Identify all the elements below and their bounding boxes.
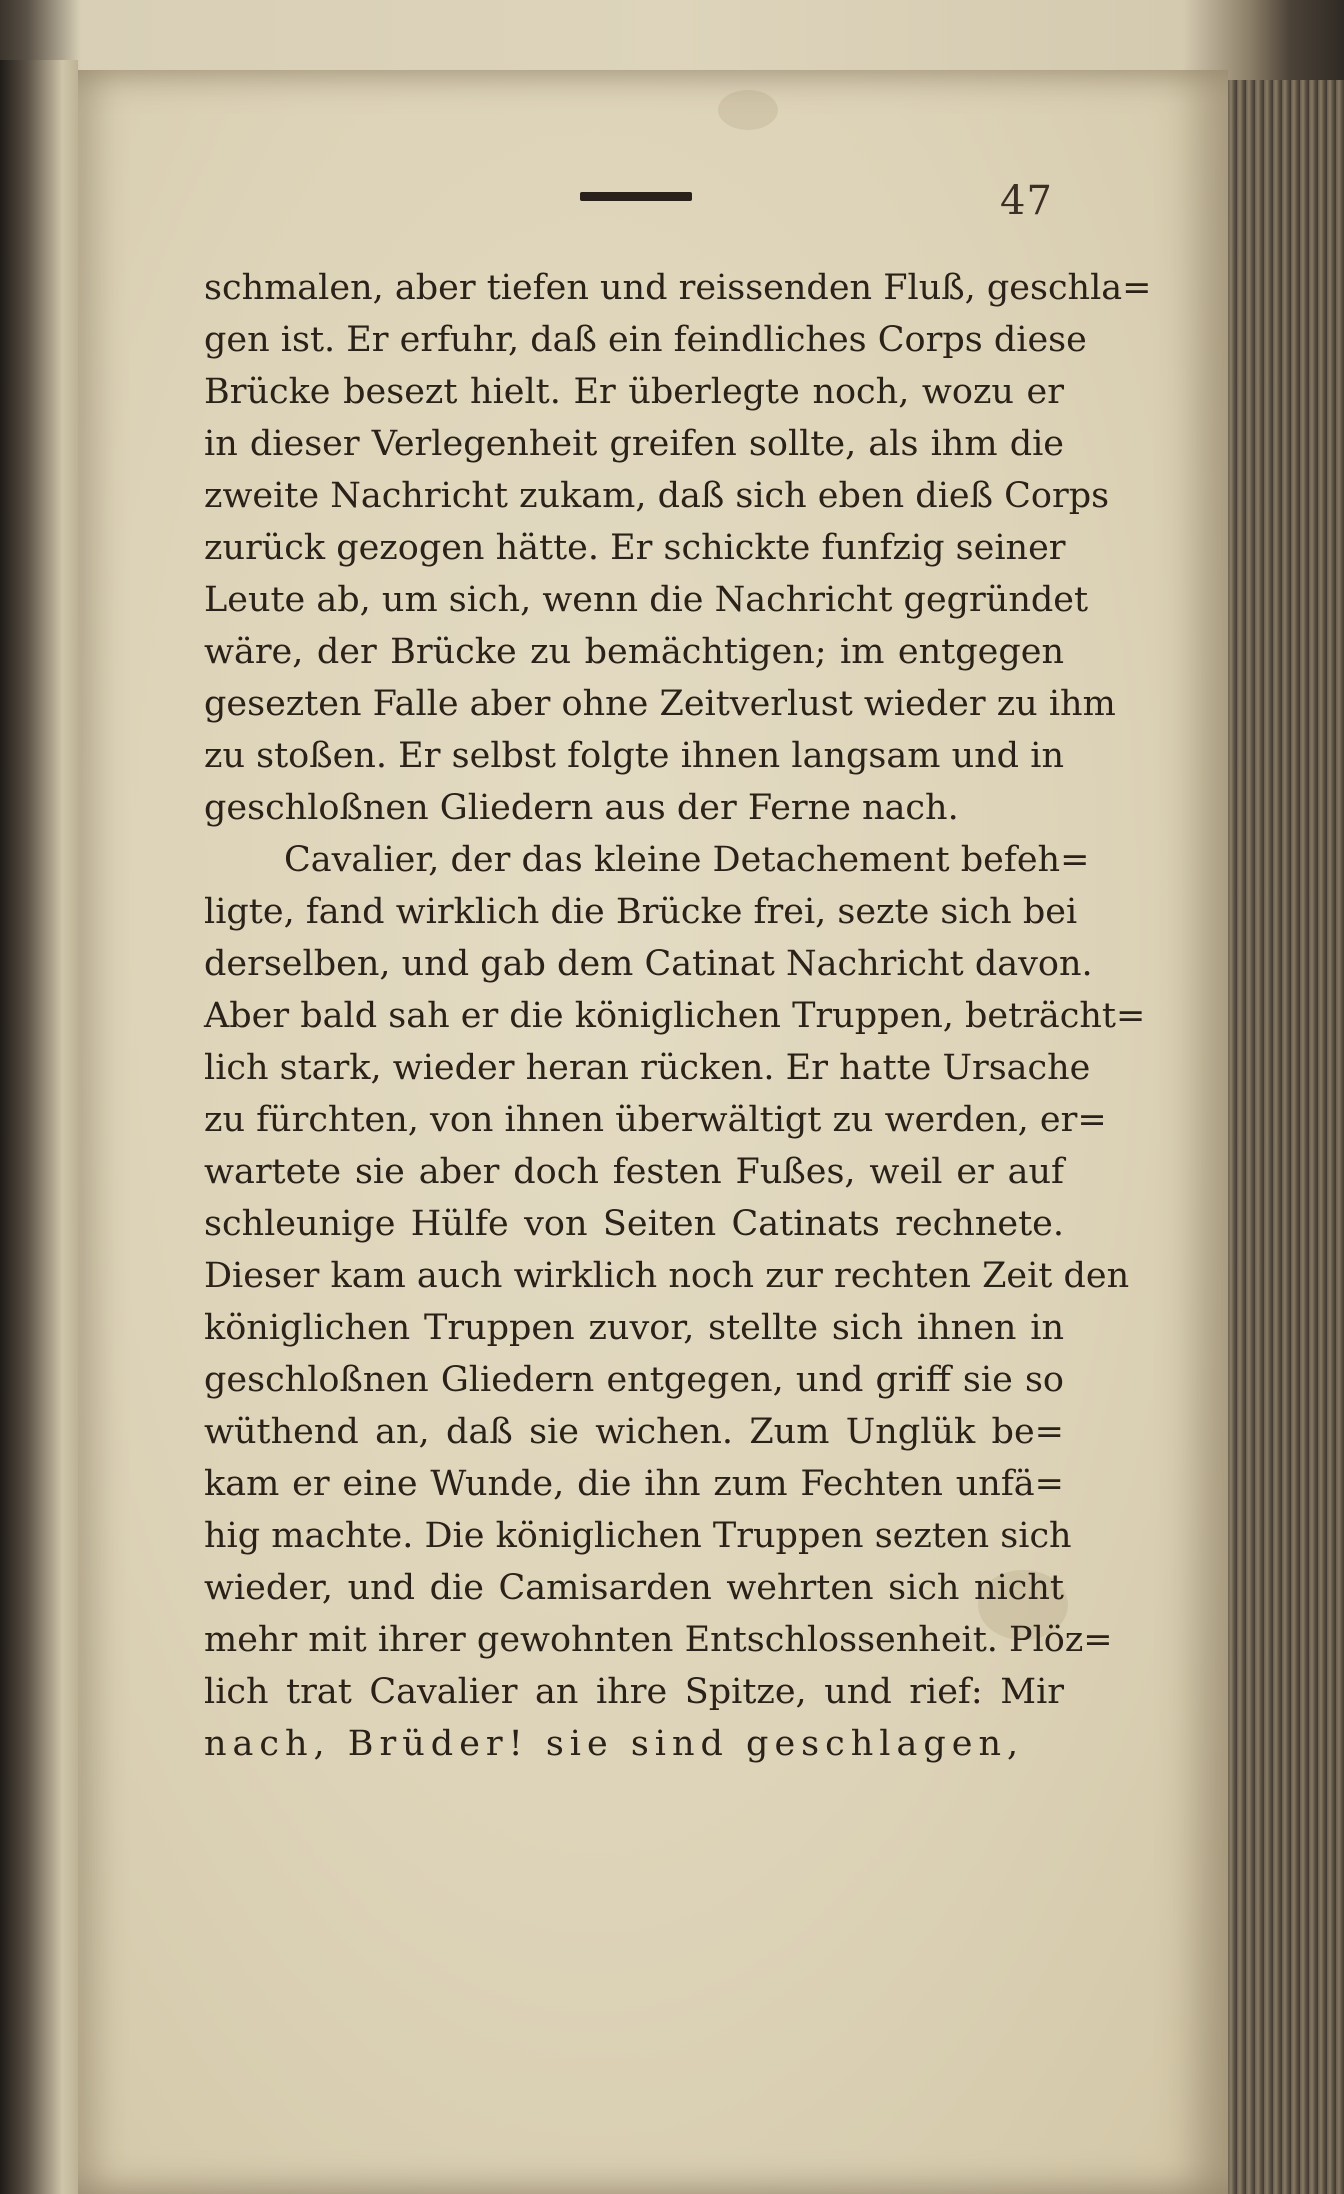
text-line: ligte, fand wirklich die Brücke frei, sezte sich bei [204, 892, 1078, 932]
text-line: Leute ab, um sich, wenn die Nachricht gegründet [204, 580, 1089, 620]
text-line: nach, Brüder! sie sind geschlagen, [204, 1724, 1025, 1764]
text-line: geschloßnen Gliedern aus der Ferne nach. [204, 788, 959, 828]
text-line: wäre, der Brücke zu bemächtigen; im entgegen [204, 632, 1064, 672]
text-line: gesezten Falle aber ohne Zeitverlust wieder zu ihm [204, 684, 1116, 724]
text-line: geschloßnen Gliedern entgegen, und griff sie so [204, 1360, 1064, 1400]
paragraph-start-line: Cavalier, der das kleine Detachement befeh= [284, 840, 1090, 880]
text-line: schleunige Hülfe von Seiten Catinats rechnete. [204, 1204, 1064, 1244]
page-stack-edge [1228, 80, 1344, 2194]
header-rule [580, 192, 692, 201]
text-line: mehr mit ihrer gewohnten Entschlossenheit. Plöz= [204, 1620, 1113, 1660]
text-line: zu fürchten, von ihnen überwältigt zu werden, er= [204, 1100, 1107, 1140]
page-number: 47 [1000, 178, 1053, 224]
text-line: wieder, und die Camisarden wehrten sich nicht [204, 1568, 1064, 1608]
text-line: hig machte. Die königlichen Truppen sezten sich [204, 1516, 1072, 1556]
text-line: königlichen Truppen zuvor, stellte sich ihnen in [204, 1308, 1064, 1348]
text-line: lich stark, wieder heran rücken. Er hatte Ursache [204, 1048, 1091, 1088]
text-line: zurück gezogen hätte. Er schickte funfzig seiner [204, 528, 1066, 568]
text-line: wartete sie aber doch festen Fußes, weil er auf [204, 1152, 1064, 1192]
text-line: Aber bald sah er die königlichen Truppen, beträcht= [204, 996, 1146, 1036]
text-line: zweite Nachricht zukam, daß sich eben dieß Corps [204, 476, 1110, 516]
text-line: Brücke besezt hielt. Er überlegte noch, wozu er [204, 372, 1064, 412]
text-line: in dieser Verlegenheit greifen sollte, als ihm die [204, 424, 1064, 464]
text-line: wüthend an, daß sie wichen. Zum Unglük be= [204, 1412, 1064, 1452]
paper-stain [718, 90, 778, 130]
text-line: lich trat Cavalier an ihre Spitze, und rief: Mir [204, 1672, 1064, 1712]
body-text [204, 262, 1152, 1770]
text-line: derselben, und gab dem Catinat Nachricht davon. [204, 944, 1093, 984]
text-line: kam er eine Wunde, die ihn zum Fechten unfä= [204, 1464, 1064, 1504]
text-line: Dieser kam auch wirklich noch zur rechten Zeit den [204, 1256, 1130, 1296]
previous-page-edge [0, 60, 78, 2194]
text-line: gen ist. Er erfuhr, daß ein feindliches Corps diese [204, 320, 1087, 360]
text-line: zu stoßen. Er selbst folgte ihnen langsam und in [204, 736, 1064, 776]
text-line: schmalen, aber tiefen und reissenden Fluß, geschla= [204, 268, 1152, 308]
